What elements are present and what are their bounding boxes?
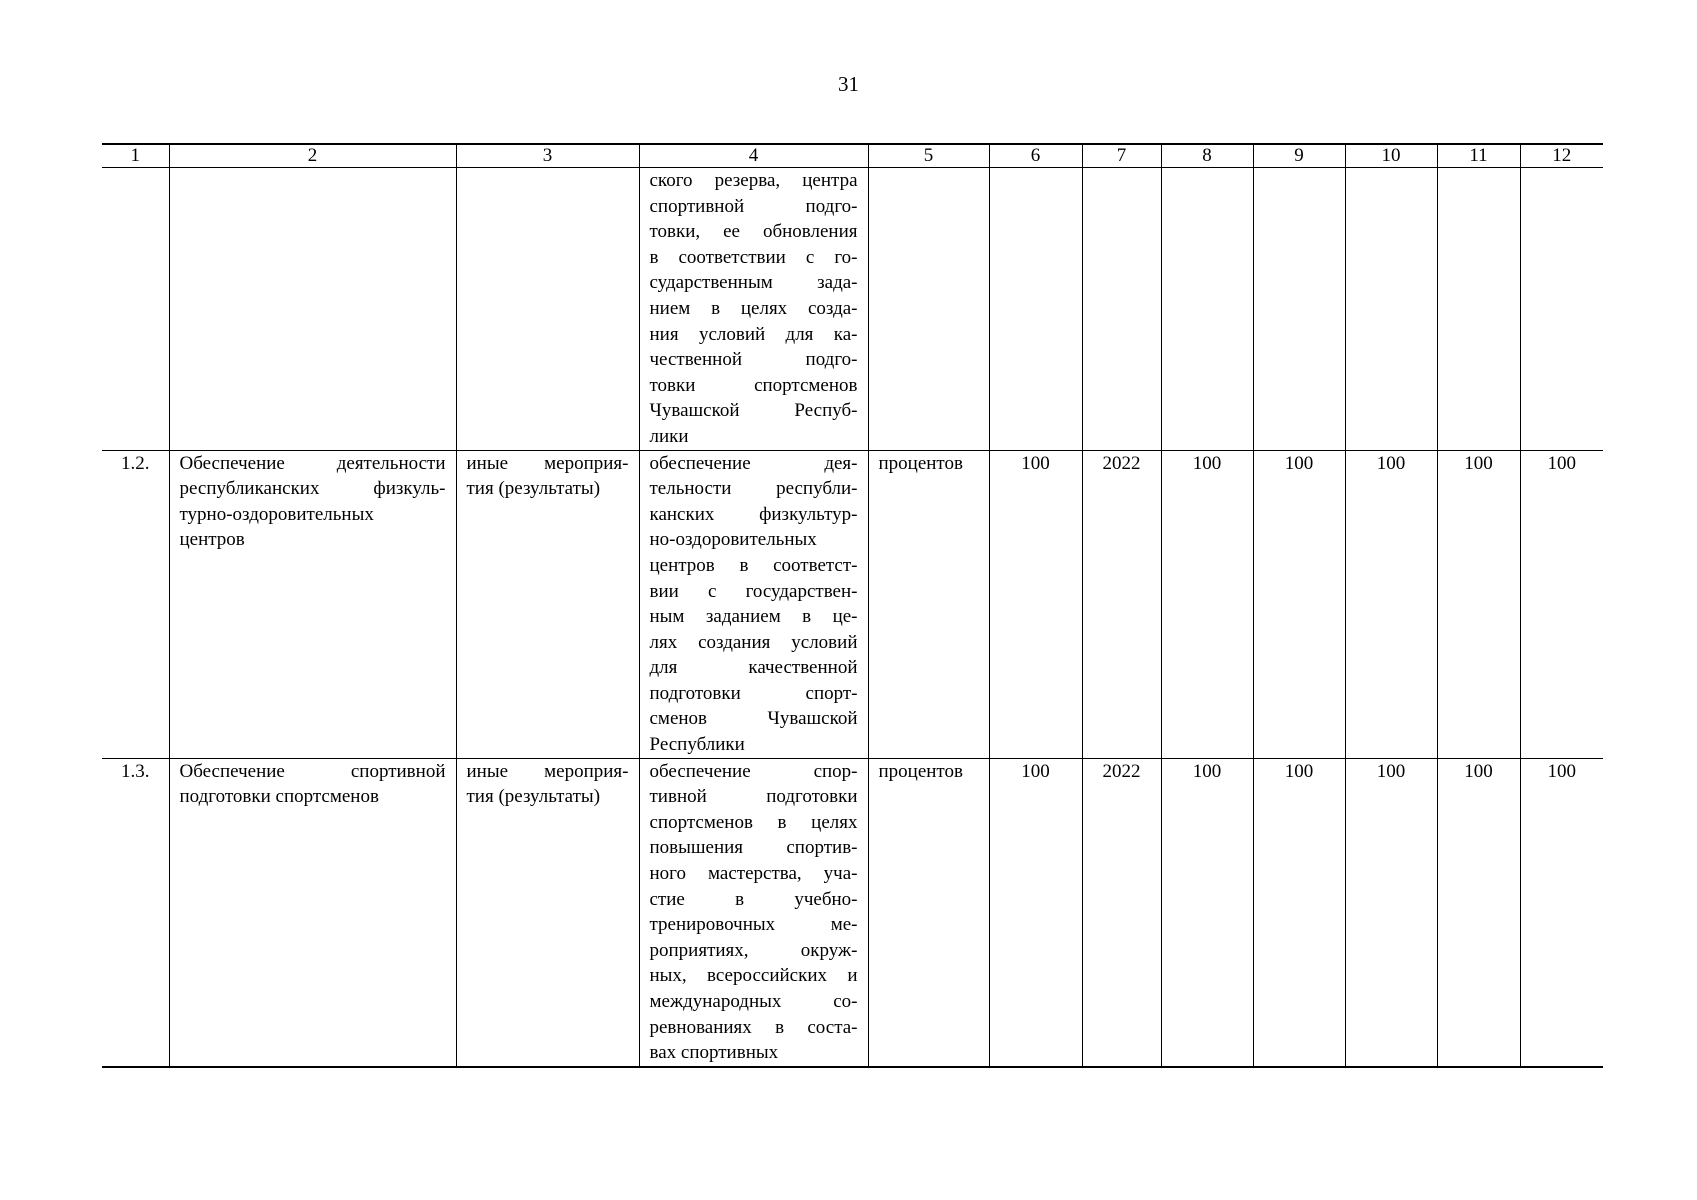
event-description-line: ния условий для ка- <box>649 323 858 345</box>
row-number: 1.3. <box>102 758 169 1067</box>
event-name-line: центров <box>179 529 245 551</box>
event-description-line: обеспечение дея- <box>649 452 858 474</box>
event-type <box>456 450 639 758</box>
value-cell: 100 <box>1345 450 1437 758</box>
event-description-line: товки спортсменов <box>649 374 858 396</box>
column-header: 2 <box>169 144 456 168</box>
event-description-line: сменов Чувашской <box>649 708 858 730</box>
value-cell: 100 <box>1520 758 1603 1067</box>
event-description <box>639 450 868 758</box>
event-description-line: спортсменов в целях <box>649 811 858 833</box>
indicators-table <box>102 143 1603 1068</box>
event-description-line: сударственным зада- <box>649 272 858 294</box>
column-header: 3 <box>456 144 639 168</box>
base-value-cell: 100 <box>989 758 1082 1067</box>
base-year-cell: 2022 <box>1082 758 1161 1067</box>
value-cell: 100 <box>1253 758 1345 1067</box>
page-number: 31 <box>838 72 859 96</box>
value-cell: 100 <box>1161 758 1253 1067</box>
event-description-line: ных, всероссийских и <box>649 965 858 987</box>
event-description-line: для качественной <box>649 657 858 679</box>
column-header: 5 <box>868 144 989 168</box>
value-cell <box>1253 168 1345 451</box>
event-description-line: в соответствии с го- <box>649 246 858 268</box>
column-header: 4 <box>639 144 868 168</box>
column-header: 11 <box>1437 144 1520 168</box>
event-description-line: лях создания условий <box>649 631 858 653</box>
event-type <box>456 168 639 451</box>
event-name-line: республиканских физкуль- <box>179 478 446 500</box>
event-description <box>639 168 868 451</box>
table-row <box>102 450 1603 758</box>
event-type-line: иные мероприя- <box>466 760 629 782</box>
event-name-line: Обеспечение деятельности <box>179 452 446 474</box>
column-header: 1 <box>102 144 169 168</box>
event-type <box>456 758 639 1067</box>
event-description-line: ревнованиях в соста- <box>649 1016 858 1038</box>
event-description-line: тивной подготовки <box>649 786 858 808</box>
row-number: 1.2. <box>102 450 169 758</box>
event-description-line: нием в целях созда- <box>649 297 858 319</box>
value-cell: 100 <box>1161 450 1253 758</box>
event-name-line: Обеспечение спортивной <box>179 760 446 782</box>
event-name <box>169 758 456 1067</box>
event-description-line: ного мастерства, уча- <box>649 863 858 885</box>
unit-cell: процентов <box>868 450 989 758</box>
event-description-line: канских физкультур- <box>649 503 858 525</box>
value-cell: 100 <box>1520 450 1603 758</box>
value-cell <box>1520 168 1603 451</box>
event-description-line: обеспечение спор- <box>649 760 858 782</box>
event-description-line: товки, ее обновления <box>649 221 858 243</box>
column-header: 6 <box>989 144 1082 168</box>
event-description-line: лики <box>649 425 689 447</box>
table-row <box>102 758 1603 1067</box>
event-description-line: Чувашской Респуб- <box>649 400 858 422</box>
table-row <box>102 168 1603 451</box>
value-cell: 100 <box>1437 450 1520 758</box>
event-description-line: международных со- <box>649 991 858 1012</box>
value-cell <box>1345 168 1437 451</box>
base-value-cell <box>989 168 1082 451</box>
event-type-line: тия (результаты) <box>466 786 601 808</box>
event-description-line: чественной подго- <box>649 349 858 371</box>
event-description-line: Республики <box>649 734 745 756</box>
value-cell: 100 <box>1437 758 1520 1067</box>
event-description-line: вах спортивных <box>649 1042 779 1064</box>
event-name-line: подготовки спортсменов <box>179 786 379 808</box>
value-cell: 100 <box>1253 450 1345 758</box>
value-cell: 100 <box>1345 758 1437 1067</box>
event-description-line: тренировочных ме- <box>649 914 858 936</box>
base-year-cell <box>1082 168 1161 451</box>
event-description-line: спортивной подго- <box>649 195 858 217</box>
row-number <box>102 168 169 451</box>
event-description-line: роприятиях, окруж- <box>649 939 858 961</box>
event-description <box>639 758 868 1067</box>
event-description-line: ным заданием в це- <box>649 606 858 628</box>
event-description-line: тельности республи- <box>649 478 858 500</box>
column-header: 10 <box>1345 144 1437 168</box>
value-cell <box>1161 168 1253 451</box>
event-description-line: ского резерва, центра <box>649 170 858 191</box>
value-cell <box>1437 168 1520 451</box>
column-header: 12 <box>1520 144 1603 168</box>
event-description-line: вии с государствен- <box>649 580 858 602</box>
column-number-row <box>102 144 1603 168</box>
event-description-line: стие в учебно- <box>649 888 858 910</box>
base-year-cell: 2022 <box>1082 450 1161 758</box>
event-description-line: повышения спортив- <box>649 837 858 859</box>
base-value-cell: 100 <box>989 450 1082 758</box>
event-description-line: но-оздоровительных <box>649 529 817 551</box>
column-header: 9 <box>1253 144 1345 168</box>
event-description-line: подготовки спорт- <box>649 682 858 704</box>
column-header: 8 <box>1161 144 1253 168</box>
unit-cell <box>868 168 989 451</box>
event-description-line: центров в соответст- <box>649 554 858 576</box>
unit-cell: процентов <box>868 758 989 1067</box>
event-type-line: тия (результаты) <box>466 478 601 500</box>
column-header: 7 <box>1082 144 1161 168</box>
event-name-line: турно-оздоровительных <box>179 503 374 525</box>
event-name <box>169 168 456 451</box>
event-name <box>169 450 456 758</box>
event-type-line: иные мероприя- <box>466 452 629 474</box>
